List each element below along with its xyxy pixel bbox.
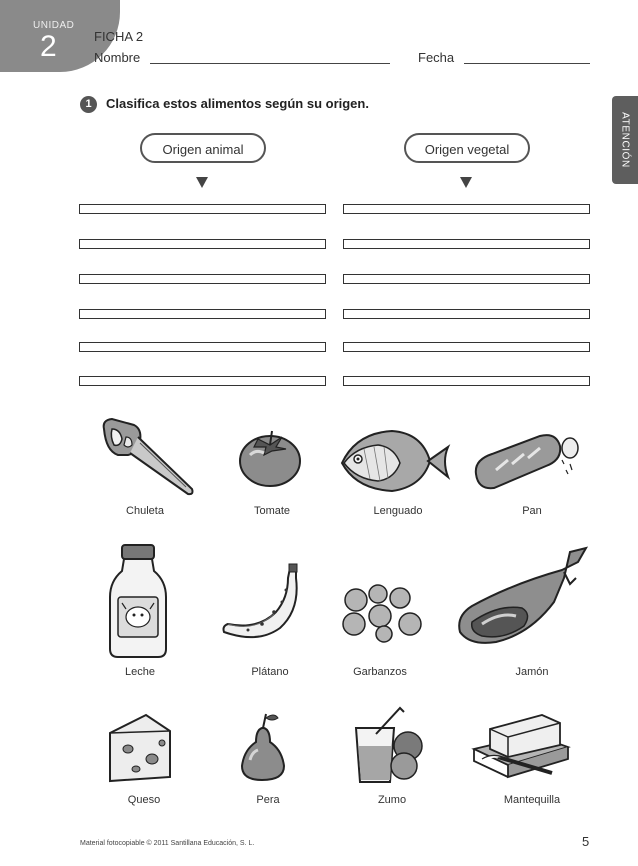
date-field[interactable]	[464, 63, 590, 64]
answer-box-vegetal[interactable]	[343, 274, 590, 284]
unit-number: 2	[40, 30, 57, 63]
side-tab	[612, 96, 638, 184]
answer-box-animal[interactable]	[79, 274, 326, 284]
answer-box-vegetal[interactable]	[343, 376, 590, 386]
answer-box-animal[interactable]	[79, 342, 326, 352]
tomato-illustration	[236, 425, 304, 489]
bread-illustration	[470, 430, 586, 494]
copyright-footer: Material fotocopiable © 2011 Santillana Educación, S. L.	[80, 840, 255, 847]
food-label: Pera	[256, 794, 280, 806]
answer-box-animal[interactable]	[79, 239, 326, 249]
milk-bottle-illustration	[104, 541, 172, 661]
food-label: Lenguado	[373, 505, 423, 517]
food-label: Leche	[125, 666, 155, 678]
sheet-title: FICHA 2	[94, 29, 144, 44]
food-label: Chuleta	[126, 505, 164, 517]
unit-label: UNIDAD	[33, 20, 75, 31]
side-tab-label: ATENCIÓN	[619, 112, 631, 168]
answer-box-vegetal[interactable]	[343, 204, 590, 214]
banana-illustration	[218, 562, 302, 646]
food-label: Queso	[127, 794, 161, 806]
chickpeas-illustration	[338, 584, 430, 644]
food-label: Pan	[522, 505, 542, 517]
food-label: Mantequilla	[503, 794, 561, 806]
answer-box-animal[interactable]	[79, 376, 326, 386]
answer-box-animal[interactable]	[79, 309, 326, 319]
arrow-down-icon	[196, 177, 208, 188]
column-header-vegetal: Origen vegetal	[404, 133, 530, 163]
pear-illustration	[236, 710, 292, 784]
date-label: Fecha	[418, 50, 455, 65]
ham-illustration	[452, 542, 592, 652]
arrow-down-icon	[460, 177, 472, 188]
cheese-illustration	[106, 711, 174, 785]
name-label: Nombre	[94, 50, 141, 65]
flatfish-illustration	[334, 425, 452, 497]
answer-box-animal[interactable]	[79, 204, 326, 214]
food-label: Jamón	[515, 666, 549, 678]
food-label: Tomate	[253, 505, 291, 517]
food-label: Plátano	[251, 666, 289, 678]
juice-illustration	[348, 704, 428, 786]
question-text: Clasifica estos alimentos según su origen.	[106, 96, 369, 111]
name-field[interactable]	[150, 63, 390, 64]
food-label: Zumo	[377, 794, 407, 806]
answer-box-vegetal[interactable]	[343, 239, 590, 249]
column-header-animal: Origen animal	[140, 133, 266, 163]
chop-illustration	[98, 415, 198, 497]
page-number: 5	[582, 834, 590, 849]
question-number: 1	[80, 96, 97, 113]
butter-illustration	[468, 707, 572, 783]
food-label: Garbanzos	[353, 666, 407, 678]
answer-box-vegetal[interactable]	[343, 342, 590, 352]
answer-box-vegetal[interactable]	[343, 309, 590, 319]
